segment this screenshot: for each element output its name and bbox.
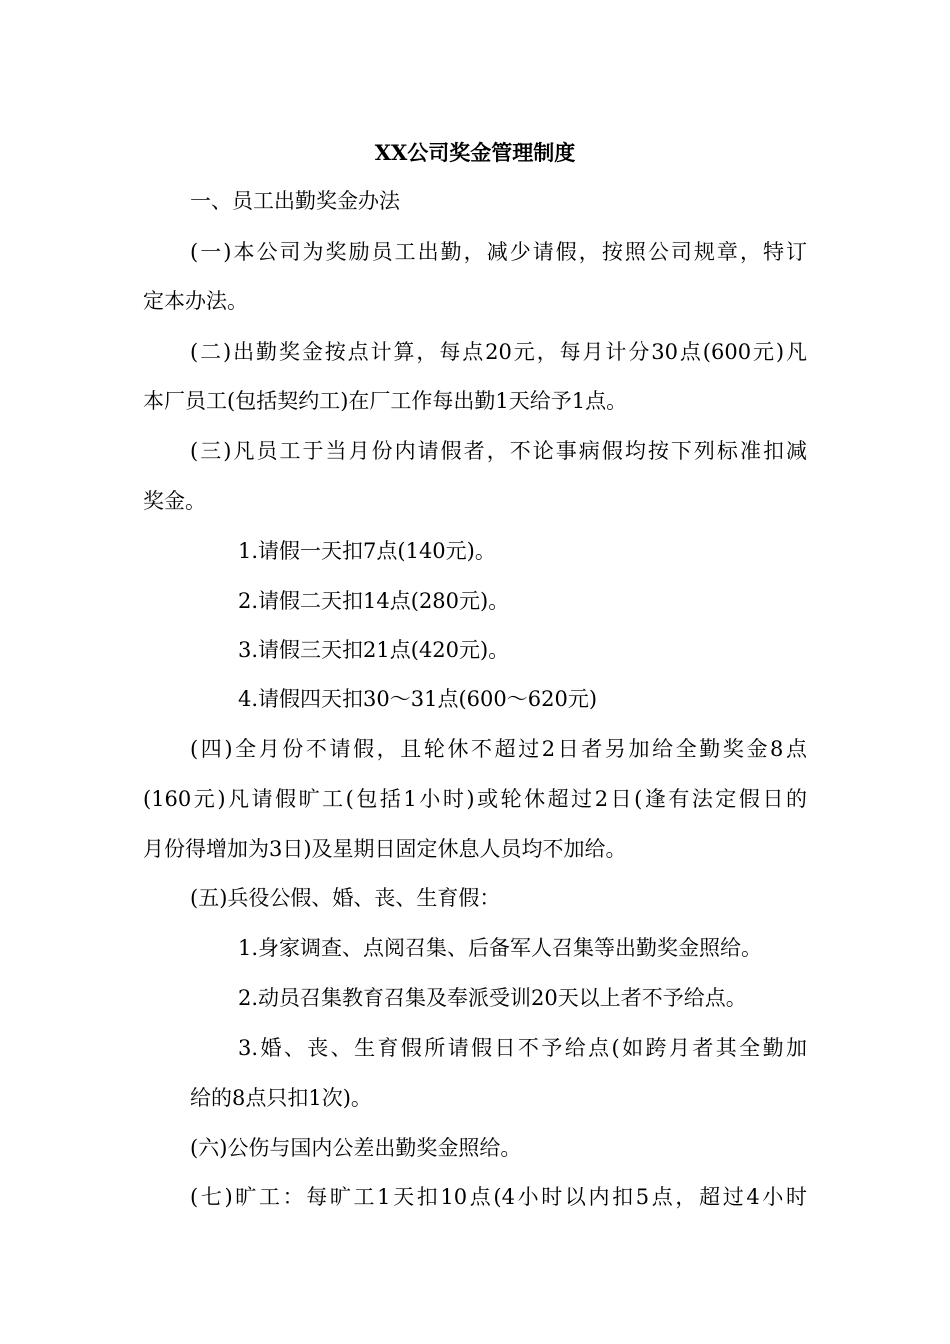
paragraph-line: (四)全月份不请假，且轮休不超过2日者另加给全勤奖金8点	[190, 737, 807, 761]
paragraph-line: 月份得增加为3日)及星期日固定休息人员均不加给。	[143, 837, 627, 861]
list-item: 3.请假三天扣21点(420元)。	[238, 638, 510, 662]
paragraph-line: 定本办法。	[143, 289, 248, 313]
document-title: XX公司奖金管理制度	[374, 140, 576, 165]
paragraph-line: 本厂员工(包括契约工)在厂工作每出勤1天给予1点。	[143, 389, 628, 413]
list-item: 2.动员召集教育召集及奉派受训20天以上者不予给点。	[238, 986, 747, 1010]
paragraph-line: (一)本公司为奖励员工出勤，减少请假，按照公司规章，特订	[190, 240, 807, 264]
list-item: 给的8点只扣1次)。	[190, 1086, 372, 1110]
paragraph-line: (六)公伤与国内公差出勤奖金照给。	[190, 1136, 522, 1160]
list-item: 1.请假一天扣7点(140元)。	[238, 539, 496, 563]
paragraph-line: (160元)凡请假旷工(包括1小时)或轮休超过2日(逢有法定假日的	[143, 787, 807, 811]
paragraph-line: (二)出勤奖金按点计算，每点20元，每月计分30点(600元)凡	[190, 340, 807, 364]
paragraph-line: (七)旷工：每旷工1天扣10点(4小时以内扣5点，超过4小时	[190, 1185, 807, 1209]
section-heading: (五)兵役公假、婚、丧、生育假：	[190, 886, 501, 910]
list-item: 4.请假四天扣30～31点(600～620元)	[238, 687, 598, 711]
list-item: 3.婚、丧、生育假所请假日不予给点(如跨月者其全勤加	[238, 1036, 807, 1060]
list-item: 1.身家调查、点阅召集、后备军人召集等出勤奖金照给。	[238, 936, 763, 960]
list-item: 2.请假二天扣14点(280元)。	[238, 589, 510, 613]
paragraph-line: (三)凡员工于当月份内请假者，不论事病假均按下列标准扣减	[190, 439, 807, 463]
paragraph-line: 奖金。	[143, 489, 206, 513]
section-heading: 一、员工出勤奖金办法	[190, 189, 400, 213]
